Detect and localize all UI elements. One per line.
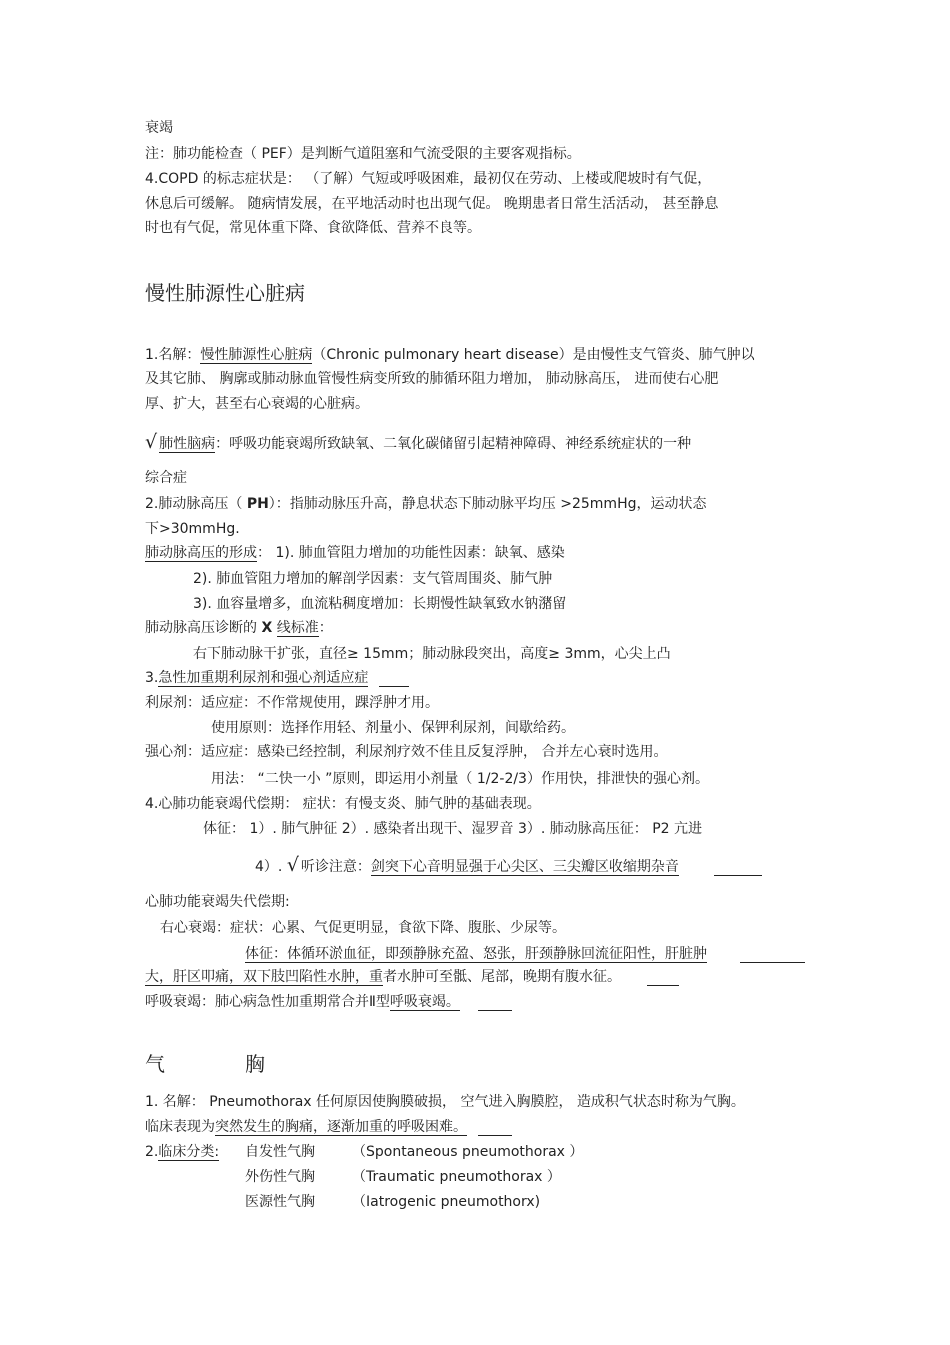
pneumothorax-definition-line-1: 1. 名解： Pneumothorax 任何原因使胸膜破损， 空气进入胸膜腔， 造成积气状态时称为气胸。 (145, 1094, 745, 1110)
right-heart-failure-text-a: 大，肝区叩痛，双 (145, 969, 257, 985)
intro-line-3: 4.COPD 的标志症状是： （了解）气短或呼吸困难，最初仅在劳动、上楼或爬坡时有气促， (145, 171, 712, 187)
ph-formation-line-1 (145, 544, 565, 562)
section-3-prefix: 3. (145, 670, 159, 686)
respiratory-failure-term: 呼吸衰竭。 (389, 994, 460, 1010)
auscultation-label: 听诊注意： (300, 859, 371, 875)
right-heart-failure-signs: 体征：体循环淤血征，即颈静脉充盈、怒张，肝颈静脉回流征阳性，肝脏肿 (245, 946, 707, 962)
xray-bold: X (261, 620, 273, 636)
underline-trail (647, 985, 679, 986)
classification-item-cn: 自发性气胸 (245, 1144, 315, 1160)
ph-formation-item-3: 3). 血容量增多，血流粘稠度增加：长期慢性缺氧致水钠潴留 (193, 596, 567, 612)
xray-prefix: 肺动脉高压诊断的 (145, 620, 262, 636)
intro-line-2: 注：肺功能检查（ PEF）是判断气道阻塞和气流受限的主要客观指标。 (145, 146, 581, 162)
diuretic-line-1: 利尿剂：适应症：不作常规使用，踝浮肿才用。 (145, 695, 439, 711)
pneumothorax-definition-line-2 (145, 1118, 467, 1136)
pneumothorax-definition-term: 突然发生的胸痛，逐渐加重的呼吸困难。 (215, 1119, 467, 1135)
diuretic-line-2: 使用原则：选择作用轻、剂量小、保钾利尿剂，间歇给药。 (211, 720, 575, 736)
section-heading-cor-pulmonale: 慢性肺源性心脏病 (145, 281, 305, 305)
encephalopathy-term: 肺性脑病 (159, 436, 216, 452)
intro-line-5: 时也有气促，常见体重下降、食欲降低、营养不良等。 (145, 220, 481, 236)
ph-prefix: 2.肺动脉高压（ (145, 496, 247, 512)
respiratory-failure-text: 呼吸衰竭：肺心病急性加重期常合并Ⅱ型 (145, 994, 390, 1010)
classification-item-cn: 医源性气胸 (245, 1194, 315, 1210)
right-heart-failure-line-2 (245, 945, 707, 963)
section-heading-pneumothorax-2: 胸 (245, 1052, 265, 1076)
ph-abbrev: PH (246, 496, 269, 512)
underline-trail (740, 962, 805, 963)
right-heart-failure-text-b: 下肢凹陷性水肿，重 (257, 969, 383, 985)
underline-trail (478, 1135, 512, 1136)
xray-criteria-line (145, 619, 333, 637)
classification-item-cn: 外伤性气胸 (245, 1169, 315, 1185)
classification-label (145, 1143, 219, 1161)
decompensation-title: 心肺功能衰竭失代偿期: (145, 894, 290, 910)
definition-text: （Chronic pulmonary heart disease）是由慢性支气管炎、肺气肿以 (312, 347, 755, 363)
respiratory-failure-line (145, 993, 460, 1011)
section-heading-pneumothorax-1: 气 (145, 1052, 165, 1076)
ph-text: ）：指肺动脉压升高，静息状态下肺动脉平均压 >25mmHg，运动状态 (268, 496, 707, 512)
encephalopathy-line (145, 433, 691, 453)
compensation-line-1: 4.心肺功能衰竭代偿期： 症状：有慢支炎、肺气肿的基础表现。 (145, 796, 541, 812)
compensation-line-3 (255, 856, 679, 876)
xray-term: 线标准 (276, 620, 319, 636)
classification-item-en: （Spontaneous pneumothorax ） (352, 1144, 584, 1160)
ph-line-2: 下>30mmHg. (145, 521, 240, 537)
classification-term: 临床分类: (158, 1144, 220, 1160)
xray-colon: ： (318, 620, 333, 636)
underline-trail (478, 1010, 512, 1011)
cor-definition-line-1 (145, 346, 755, 364)
xray-detail: 右下肺动脉干扩张，直径≥ 15mm；肺动脉段突出，高度≥ 3mm，心尖上凸 (193, 646, 671, 662)
intro-line-4: 休息后可缓解。 随病情发展，在平地活动时也出现气促。 晚期患者日常生活活动， 甚至静息 (145, 196, 719, 212)
underline-trail (379, 686, 409, 687)
cor-definition-line-3: 厚、扩大，甚至右心衰竭的心脏病。 (145, 396, 369, 412)
auscultation-prefix: 4）. (255, 859, 283, 875)
check-mark-icon: √ (286, 854, 299, 876)
section-3-title (145, 669, 368, 687)
section-3-term: 急性加重期利尿剂和强心剂适应症 (158, 670, 369, 686)
classification-prefix: 2. (145, 1144, 159, 1160)
encephalopathy-line-2: 综合症 (145, 470, 187, 486)
right-heart-failure-line-3 (145, 968, 621, 986)
classification-item-en: （Traumatic pneumothorax ） (352, 1169, 561, 1185)
encephalopathy-text: ：呼吸功能衰竭所致缺氧、二氧化碳储留引起精神障碍、神经系统症状的一种 (215, 436, 692, 452)
right-heart-failure-line-1: 右心衰竭：症状：心累、气促更明显，食欲下降、腹胀、少尿等。 (160, 920, 566, 936)
compensation-line-2: 体征： 1）. 肺气肿征 2）. 感染者出现干、湿罗音 3）. 肺动脉高压征： P2 亢进 (203, 821, 703, 837)
check-mark-icon: √ (145, 431, 158, 453)
ph-formation-item-1: ： 1). 肺血管阻力增加的功能性因素：缺氧、感染 (257, 545, 565, 561)
classification-item-en: （Iatrogenic pneumothorx) (352, 1194, 541, 1210)
ph-line-1 (145, 495, 706, 513)
auscultation-text: 剑突下心音明显强于心尖区、三尖瓣区收缩期杂音 (370, 859, 679, 875)
right-heart-failure-text-c: 者水肿可至骶、尾部，晚期有腹水征。 (383, 969, 621, 985)
definition-term: 慢性肺源性心脏病 (200, 347, 313, 363)
ph-formation-term: 肺动脉高压的形成 (145, 545, 257, 561)
definition-prefix: 1.名解： (145, 347, 201, 363)
pneumothorax-definition-prefix: 临床表现为 (145, 1119, 215, 1135)
intro-line-1: 衰竭 (145, 120, 173, 136)
cor-definition-line-2: 及其它肺、 胸廓或肺动脉血管慢性病变所致的肺循环阻力增加， 肺动脉高压， 进而使右心肥 (145, 371, 719, 387)
cardiotonic-line-1: 强心剂：适应症：感染已经控制，利尿剂疗效不佳且反复浮肿， 合并左心衰时选用。 (145, 744, 668, 760)
underline-trail (714, 875, 762, 876)
cardiotonic-line-2: 用法： “二快一小 ”原则，即运用小剂量（ 1/2-2/3）作用快，排泄快的强心剂。 (211, 771, 709, 787)
ph-formation-item-2: 2). 肺血管阻力增加的解剖学因素：支气管周围炎、肺气肿 (193, 571, 553, 587)
